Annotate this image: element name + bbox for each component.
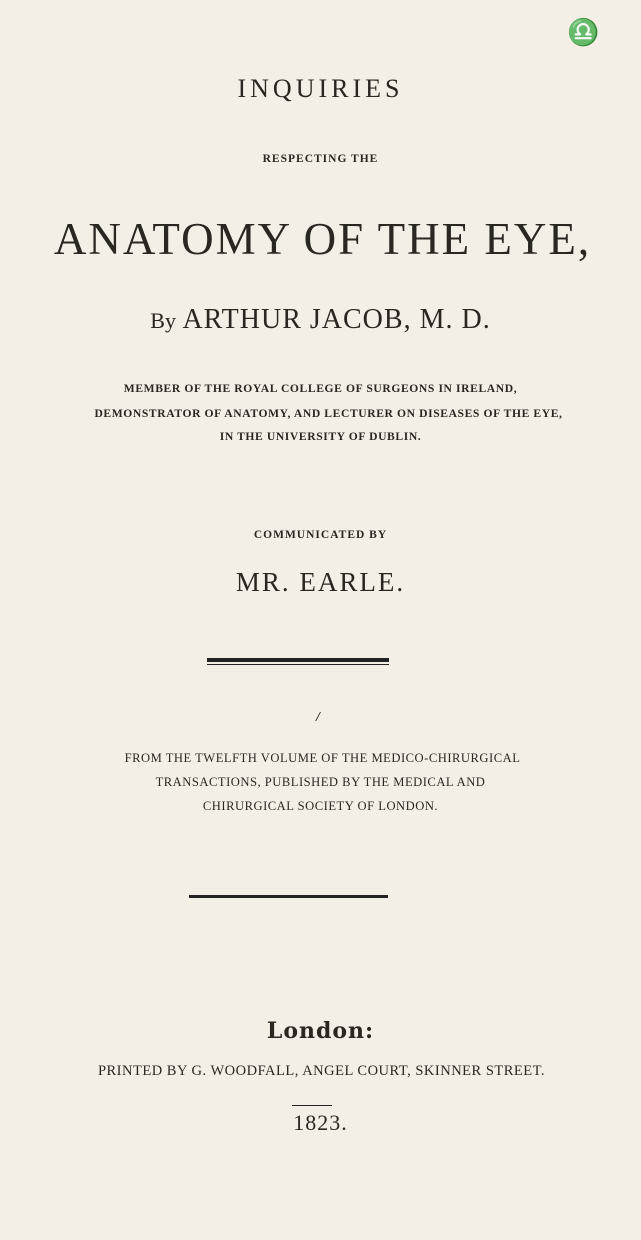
source-line-1: FROM THE TWELFTH VOLUME OF THE MEDICO-CHIRURGICAL [124, 751, 521, 765]
title-line-2: RESPECTING THE [262, 153, 379, 165]
credential-line-1: MEMBER OF THE ROYAL COLLEGE OF SURGEONS IN IRELAND, [123, 382, 518, 395]
divider-rule-thin [207, 664, 389, 665]
imprint-place: London: [266, 1018, 375, 1044]
credential-line-2: DEMONSTRATOR OF ANATOMY, AND LECTURER ON DISEASES OF THE EYE, [94, 407, 563, 420]
divider-rule-2 [189, 895, 388, 898]
communicated-label: COMMUNICATED BY [253, 529, 388, 541]
divider-rule-thick [207, 658, 389, 662]
credential-line-3: IN THE UNIVERSITY OF DUBLIN. [219, 430, 422, 443]
source-line-2: TRANSACTIONS, PUBLISHED BY THE MEDICAL AND [155, 775, 486, 789]
title-line-1: INQUIRIES [237, 74, 404, 103]
communicator-name: MR. EARLE. [235, 567, 406, 597]
library-mark-icon: ♎ [567, 18, 600, 48]
imprint-printer: PRINTED BY G. WOODFALL, ANGEL COURT, SKINNER STREET. [97, 1063, 546, 1079]
ink-mark: / [316, 710, 320, 725]
source-line-3: CHIRURGICAL SOCIETY OF LONDON. [202, 799, 439, 813]
year-rule [292, 1105, 332, 1106]
title-line-3: ANATOMY OF THE EYE, [53, 214, 592, 264]
author-line [0, 304, 641, 336]
author-name: ARTHUR JACOB, M. D. [182, 304, 491, 335]
imprint-year: 1823. [293, 1110, 348, 1135]
author-by: By [150, 308, 176, 333]
